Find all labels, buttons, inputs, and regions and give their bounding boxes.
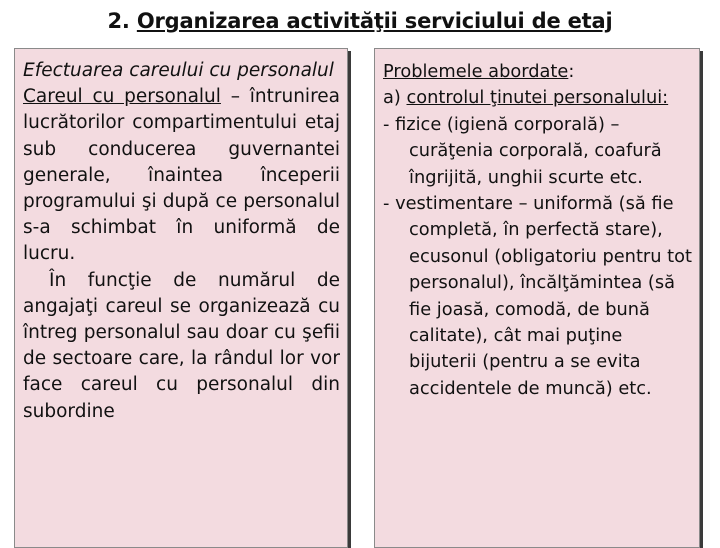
slide-title (0, 9, 720, 33)
item-a-prefix: a) (383, 87, 407, 109)
item-a (383, 85, 693, 111)
title-number: 2. (107, 9, 130, 33)
problems-heading: Problemele abordate (383, 61, 569, 82)
left-heading: Efectuarea careului cu personalul (23, 60, 334, 81)
item-vestimentare: - vestimentare – uniformă (să fie completă, în perfectă stare), ecusonul (obligatoriu pentru tot personalul), încălţămintea (să fie joasă, comodă, de bună calitate), cât mai puţine bijuterii (pentru a se evita accidentele de muncă) etc. (383, 193, 692, 399)
right-panel (374, 48, 700, 548)
left-panel (14, 48, 348, 548)
right-heading (383, 59, 693, 85)
title-text: Organizarea activităţii serviciului de etaj (136, 9, 613, 33)
careul-definition: – întrunirea lucrătorilor compartimentului etaj sub conducerea guvernantei generale, înaintea începerii programului şi după ce personalul s-a schimbat în uniformă de lucru. (23, 86, 340, 265)
item-a-title: controlul ţinutei personalului: (406, 87, 669, 109)
problems-heading-colon: : (568, 61, 575, 82)
left-paragraph-2: În funcţie de numărul de angajaţi careul se organizează cu întreg personalul sau doar cu şefii de sectoare care, la rândul lor vor face careul cu personalul din subordine (23, 269, 340, 422)
careul-term: Careul cu personalul (23, 86, 221, 108)
item-fizice: - fizice (igienă corporală) – curăţenia corporală, coafură îngrijită, unghii scurte etc. (383, 113, 662, 188)
left-paragraph-1 (23, 84, 340, 267)
